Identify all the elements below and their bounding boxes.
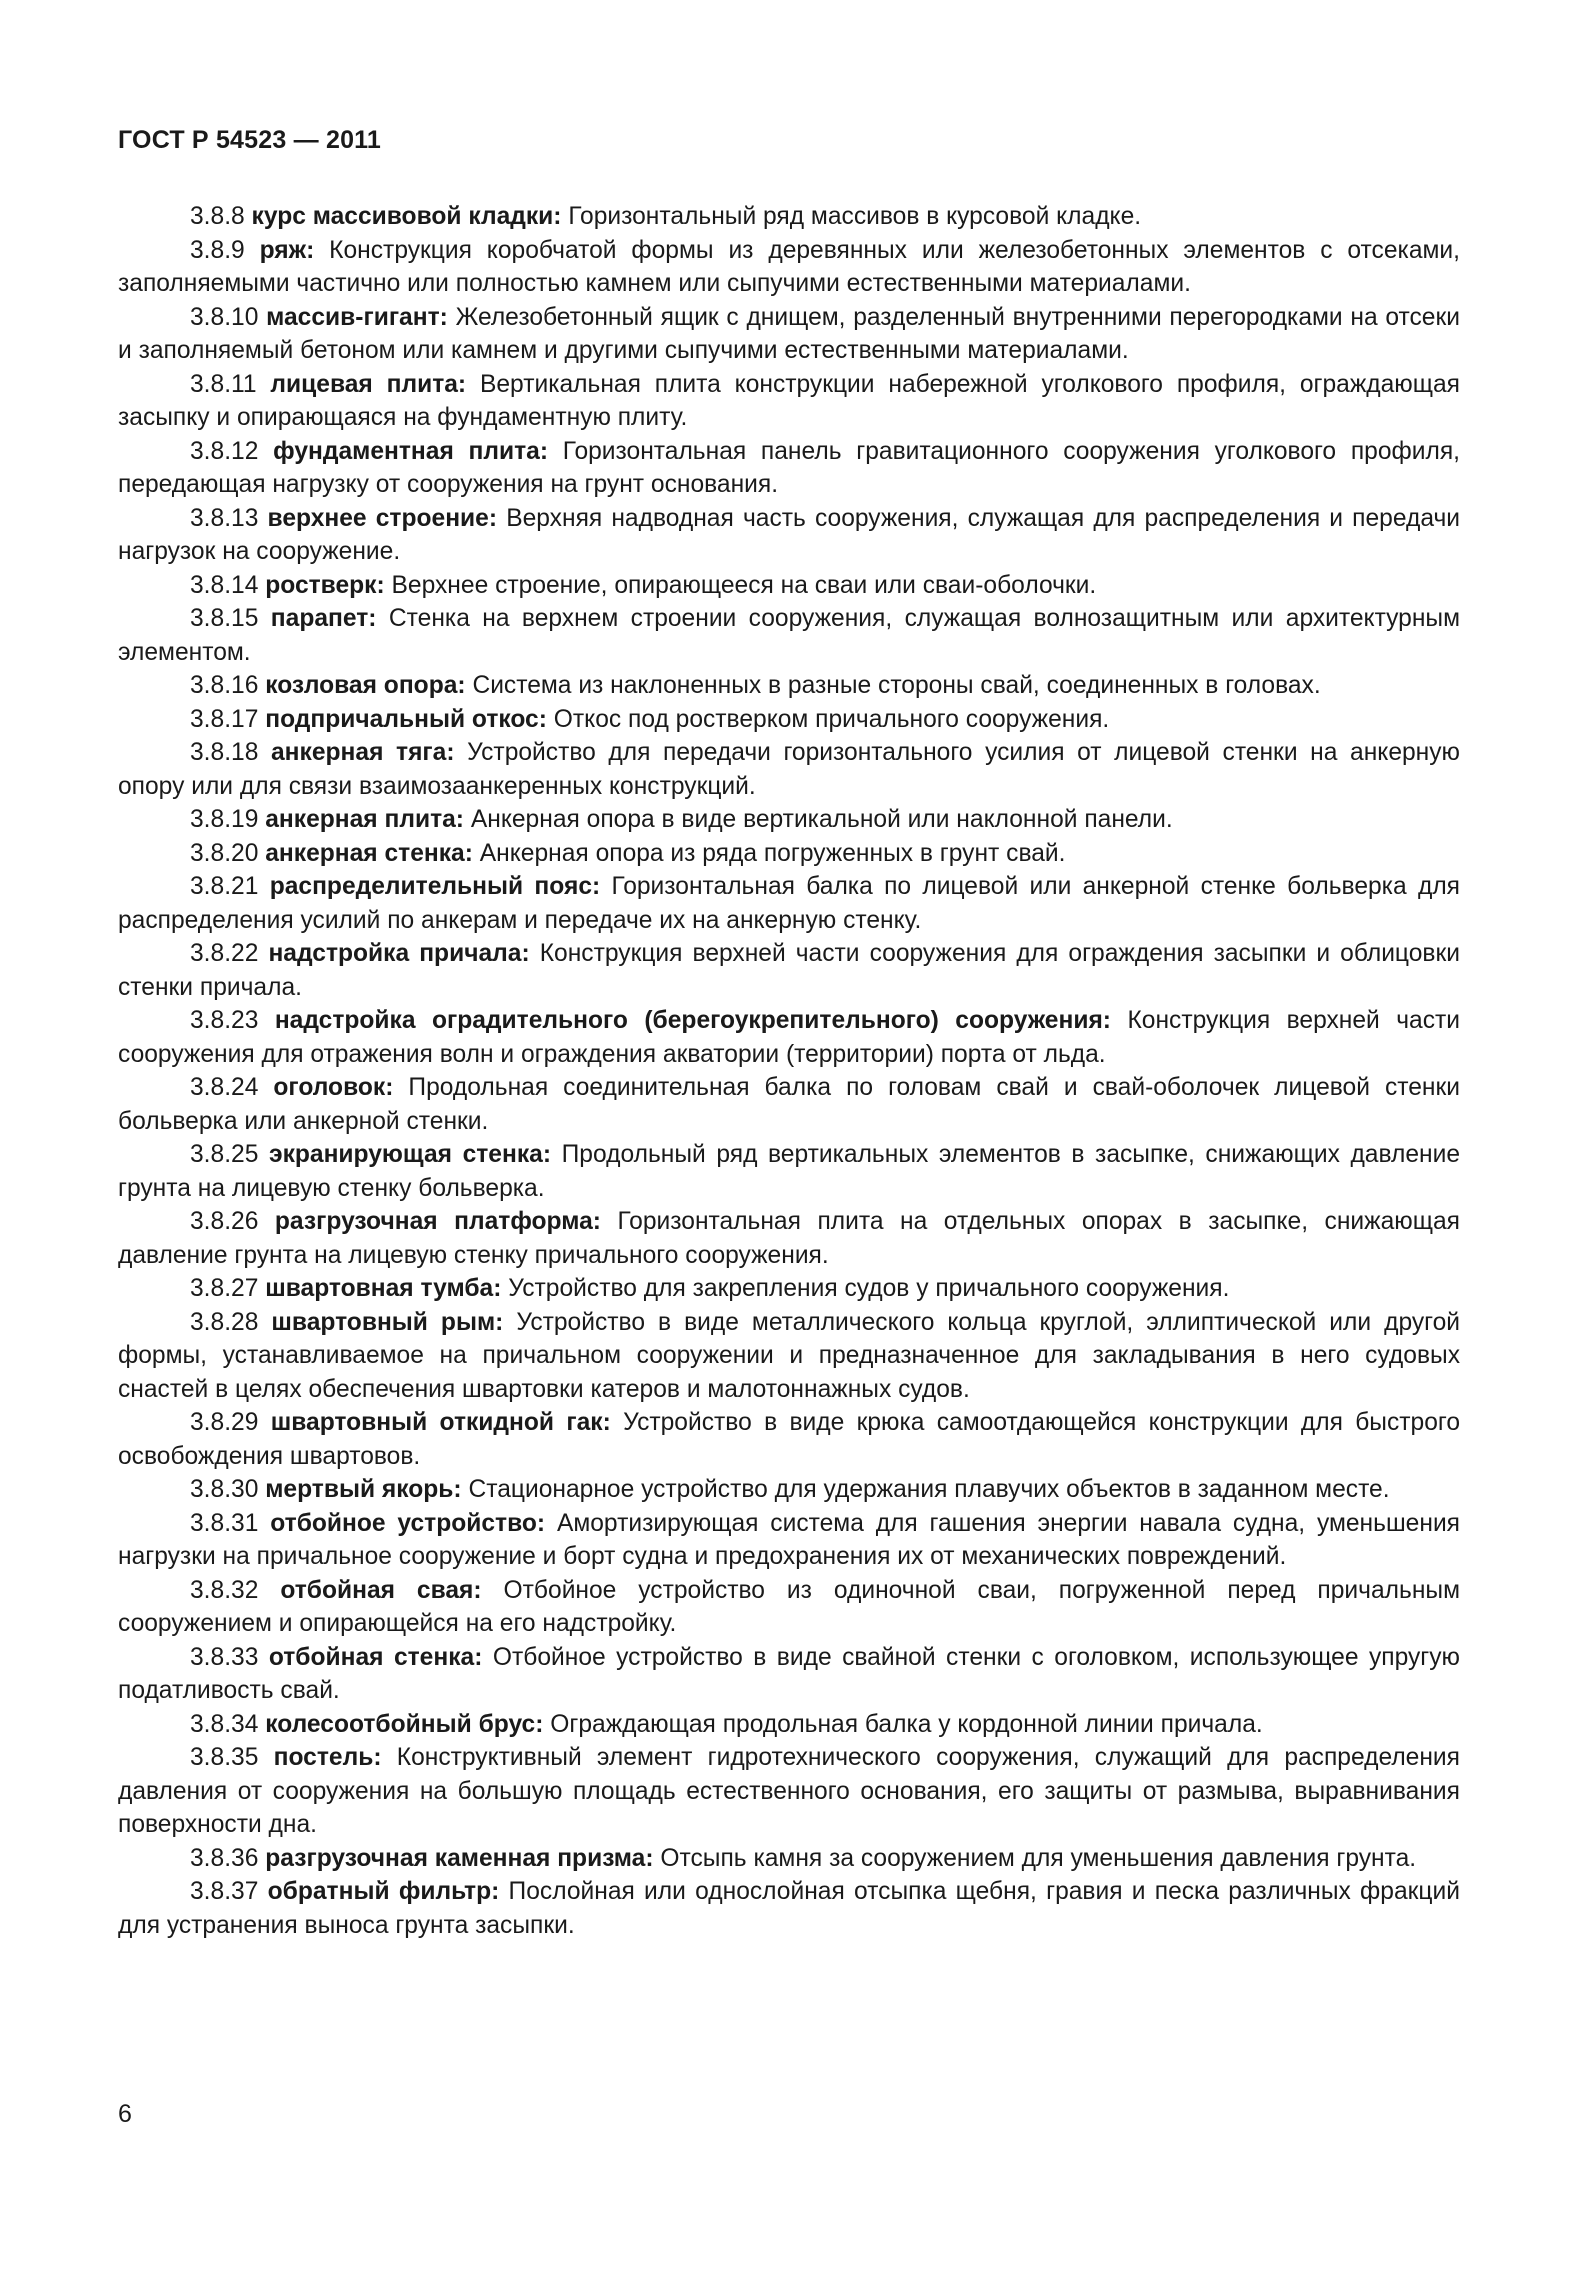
entry-term: верхнее строение:	[267, 504, 498, 532]
entry-definition: Отсыпь камня за сооружением для уменьшения давления грунта.	[660, 1844, 1417, 1872]
entry-number: 3.8.12	[190, 437, 259, 465]
definition-entry	[118, 1507, 1460, 1574]
entry-definition: Продольный ряд вертикальных элементов в засыпке, снижающих давление грунта на лицевую стенку больверка.	[118, 1141, 1461, 1202]
entry-number: 3.8.30	[190, 1476, 259, 1503]
entry-number: 3.8.10	[190, 303, 259, 331]
definition-entry	[118, 937, 1460, 1004]
entry-number: 3.8.35	[190, 1744, 259, 1771]
entry-number: 3.8.20	[190, 839, 259, 867]
definition-entry	[118, 1205, 1460, 1272]
entry-number: 3.8.32	[190, 1576, 259, 1604]
entry-term: разгрузочная каменная призма:	[265, 1844, 654, 1872]
definition-entry	[118, 1641, 1460, 1708]
entry-term: швартовный рым:	[271, 1308, 504, 1336]
document-standard-title: ГОСТ Р 54523 — 2011	[118, 126, 382, 154]
entry-number: 3.8.17	[190, 705, 259, 733]
entry-definition: Конструктивный элемент гидротехнического сооружения, служащий для распределения давления от сооружения на большую площадь естественного основания, его защиты от размыва, выравнивания поверхности дна.	[118, 1744, 1460, 1838]
definition-entry	[118, 1071, 1460, 1138]
definitions-list	[118, 200, 1460, 1942]
definition-entry	[118, 736, 1460, 803]
entry-number: 3.8.24	[190, 1074, 259, 1101]
entry-definition: Откос под ростверком причального сооружения.	[553, 705, 1110, 733]
entry-definition: Горизонтальная панель гравитационного сооружения уголкового профиля, передающая нагрузку от сооружения на грунт основания.	[118, 437, 1460, 498]
definition-entry	[118, 1473, 1460, 1507]
entry-number: 3.8.31	[190, 1509, 259, 1537]
entry-term: отбойное устройство:	[270, 1509, 546, 1537]
entry-definition: Амортизирующая система для гашения энергии навала судна, уменьшения нагрузки на причальное сооружение и борт судна и предохранения их от механических повреждений.	[118, 1509, 1460, 1570]
entry-term: надстройка оградительного (берегоукрепительного) сооружения:	[274, 1007, 1111, 1034]
entry-term: распределительный пояс:	[269, 873, 601, 900]
entry-term: парапет:	[270, 605, 377, 632]
entry-definition: Вертикальная плита конструкции набережной уголкового профиля, ограждающая засыпку и опирающаяся на фундаментную плиту.	[118, 370, 1460, 431]
entry-definition: Горизонтальная балка по лицевой или анкерной стенке больверка для распределения усилий по анкерам и передаче их на анкерную стенку.	[118, 873, 1460, 934]
entry-term: швартовный откидной гак:	[270, 1409, 611, 1436]
definition-entry	[118, 1842, 1460, 1876]
entry-definition: Отбойное устройство из одиночной сваи, погруженной перед причальным сооружением и опирающейся на его надстройку.	[118, 1576, 1460, 1637]
definition-entry	[118, 502, 1460, 569]
entry-number: 3.8.21	[190, 873, 259, 900]
entry-definition: Устройство в виде металлического кольца круглой, эллиптической или другой формы, устанавливаемое на причальном сооружении и предназначенное для закладывания в него судовых снастей в целях обеспечения швартовки катеров и малотоннажных судов.	[118, 1308, 1460, 1403]
definition-entry	[118, 803, 1460, 837]
entry-term: оголовок:	[273, 1074, 394, 1101]
entry-term: надстройка причала:	[268, 940, 530, 967]
entry-definition: Система из наклоненных в разные стороны свай, соединенных в головах.	[472, 672, 1321, 699]
entry-number: 3.8.25	[190, 1141, 259, 1168]
entry-definition: Горизонтальный ряд массивов в курсовой кладке.	[568, 203, 1142, 230]
entry-term: отбойная стенка:	[268, 1643, 483, 1671]
entry-definition: Верхнее строение, опирающееся на сваи или сваи-оболочки.	[391, 571, 1097, 599]
entry-definition: Верхняя надводная часть сооружения, служащая для распределения и передачи нагрузок на сооружение.	[118, 504, 1461, 565]
entry-definition: Конструкция верхней части сооружения для отражения волн и ограждения акватории (территории) порта от льда.	[118, 1007, 1460, 1068]
definition-entry	[118, 669, 1460, 703]
definition-entry	[118, 602, 1460, 669]
definition-entry	[118, 200, 1460, 234]
definition-entry	[118, 1574, 1460, 1641]
entry-definition: Конструкция верхней части сооружения для ограждения засыпки и облицовки стенки причала.	[118, 940, 1460, 1001]
entry-term: ряж:	[259, 236, 315, 264]
entry-term: массив-гигант:	[266, 303, 448, 331]
entry-number: 3.8.23	[190, 1007, 259, 1034]
entry-definition: Продольная соединительная балка по головам свай и свай-оболочек лицевой стенки больверка или анкерной стенки.	[118, 1074, 1461, 1135]
entry-number: 3.8.15	[190, 605, 259, 632]
definition-entry	[118, 1406, 1460, 1473]
definition-entry	[118, 703, 1460, 737]
entry-number: 3.8.33	[190, 1643, 259, 1671]
entry-number: 3.8.18	[190, 739, 259, 766]
entry-term: козловая опора:	[265, 672, 466, 699]
entry-number: 3.8.29	[190, 1409, 259, 1436]
entry-definition: Отбойное устройство в виде свайной стенки с оголовком, использующее упругую податливость свай.	[118, 1643, 1460, 1704]
entry-number: 3.8.19	[190, 806, 259, 833]
entry-definition: Стенка на верхнем строении сооружения, служащая волнозащитным или архитектурным элементом.	[118, 605, 1460, 666]
entry-number: 3.8.16	[190, 672, 259, 699]
definition-entry	[118, 1138, 1460, 1205]
entry-number: 3.8.37	[190, 1878, 259, 1905]
definition-entry	[118, 1741, 1460, 1842]
entry-definition: Анкерная опора из ряда погруженных в грунт свай.	[479, 839, 1066, 867]
entry-definition: Железобетонный ящик с днищем, разделенный внутренними перегородками на отсеки и заполняемый бетоном или камнем и другими сыпучими естественными материалами.	[118, 303, 1460, 364]
entry-term: постель:	[273, 1744, 382, 1771]
entry-term: курс массивовой кладки:	[251, 203, 562, 230]
entry-term: анкерная стенка:	[265, 839, 473, 867]
entry-number: 3.8.27	[190, 1275, 259, 1302]
definition-entry	[118, 569, 1460, 603]
entry-number: 3.8.9	[190, 236, 245, 264]
entry-number: 3.8.11	[190, 370, 257, 398]
definition-entry	[118, 435, 1460, 502]
entry-number: 3.8.14	[190, 571, 259, 599]
definition-entry	[118, 301, 1460, 368]
entry-term: колесоотбойный брус:	[265, 1710, 544, 1738]
entry-term: фундаментная плита:	[273, 437, 549, 465]
entry-definition: Горизонтальная плита на отдельных опорах в засыпке, снижающая давление грунта на лицевую стенку причального сооружения.	[118, 1208, 1460, 1269]
entry-number: 3.8.8	[190, 203, 245, 230]
entry-definition: Конструкция коробчатой формы из деревянных или железобетонных элементов с отсеками, заполняемыми частично или полностью камнем или сыпучими естественными материалами.	[118, 236, 1460, 297]
entry-number: 3.8.22	[190, 940, 259, 967]
entry-term: мертвый якорь:	[265, 1476, 462, 1503]
definition-entry	[118, 1272, 1460, 1306]
entry-definition: Послойная или однослойная отсыпка щебня, гравия и песка различных фракций для устранения выноса грунта засыпки.	[118, 1878, 1460, 1939]
entry-definition: Анкерная опора в виде вертикальной или наклонной панели.	[470, 806, 1173, 833]
entry-number: 3.8.36	[190, 1844, 259, 1872]
page-number: 6	[118, 2100, 132, 2128]
entry-term: экранирующая стенка:	[268, 1141, 552, 1168]
entry-number: 3.8.28	[190, 1308, 259, 1336]
entry-definition: Устройство в виде крюка самоотдающейся конструкции для быстрого освобождения швартовов.	[118, 1409, 1460, 1470]
entry-definition: Стационарное устройство для удержания плавучих объектов в заданном месте.	[468, 1476, 1390, 1503]
entry-term: анкерная плита:	[265, 806, 465, 833]
entry-term: обратный фильтр:	[267, 1878, 500, 1905]
entry-number: 3.8.34	[190, 1710, 259, 1738]
entry-term: лицевая плита:	[270, 370, 467, 398]
entry-number: 3.8.26	[190, 1208, 259, 1235]
definition-entry	[118, 1306, 1460, 1407]
entry-definition: Устройство для передачи горизонтального усилия от лицевой стенки на анкерную опору или для связи взаимозаанкеренных конструкций.	[118, 739, 1460, 800]
definition-entry	[118, 368, 1460, 435]
entry-definition: Устройство для закрепления судов у причального сооружения.	[508, 1275, 1230, 1302]
definition-entry	[118, 837, 1460, 871]
definition-entry	[118, 870, 1460, 937]
entry-term: разгрузочная платформа:	[274, 1208, 601, 1235]
definition-entry	[118, 1708, 1460, 1742]
entry-number: 3.8.13	[190, 504, 259, 532]
definition-entry	[118, 1875, 1460, 1942]
definition-entry	[118, 1004, 1460, 1071]
entry-definition: Ограждающая продольная балка у кордонной линии причала.	[550, 1710, 1263, 1738]
entry-term: подпричальный откос:	[265, 705, 547, 733]
definition-entry	[118, 234, 1460, 301]
entry-term: анкерная тяга:	[271, 739, 455, 766]
entry-term: ростверк:	[265, 571, 385, 599]
entry-term: швартовная тумба:	[265, 1275, 502, 1302]
entry-term: отбойная свая:	[280, 1576, 482, 1604]
